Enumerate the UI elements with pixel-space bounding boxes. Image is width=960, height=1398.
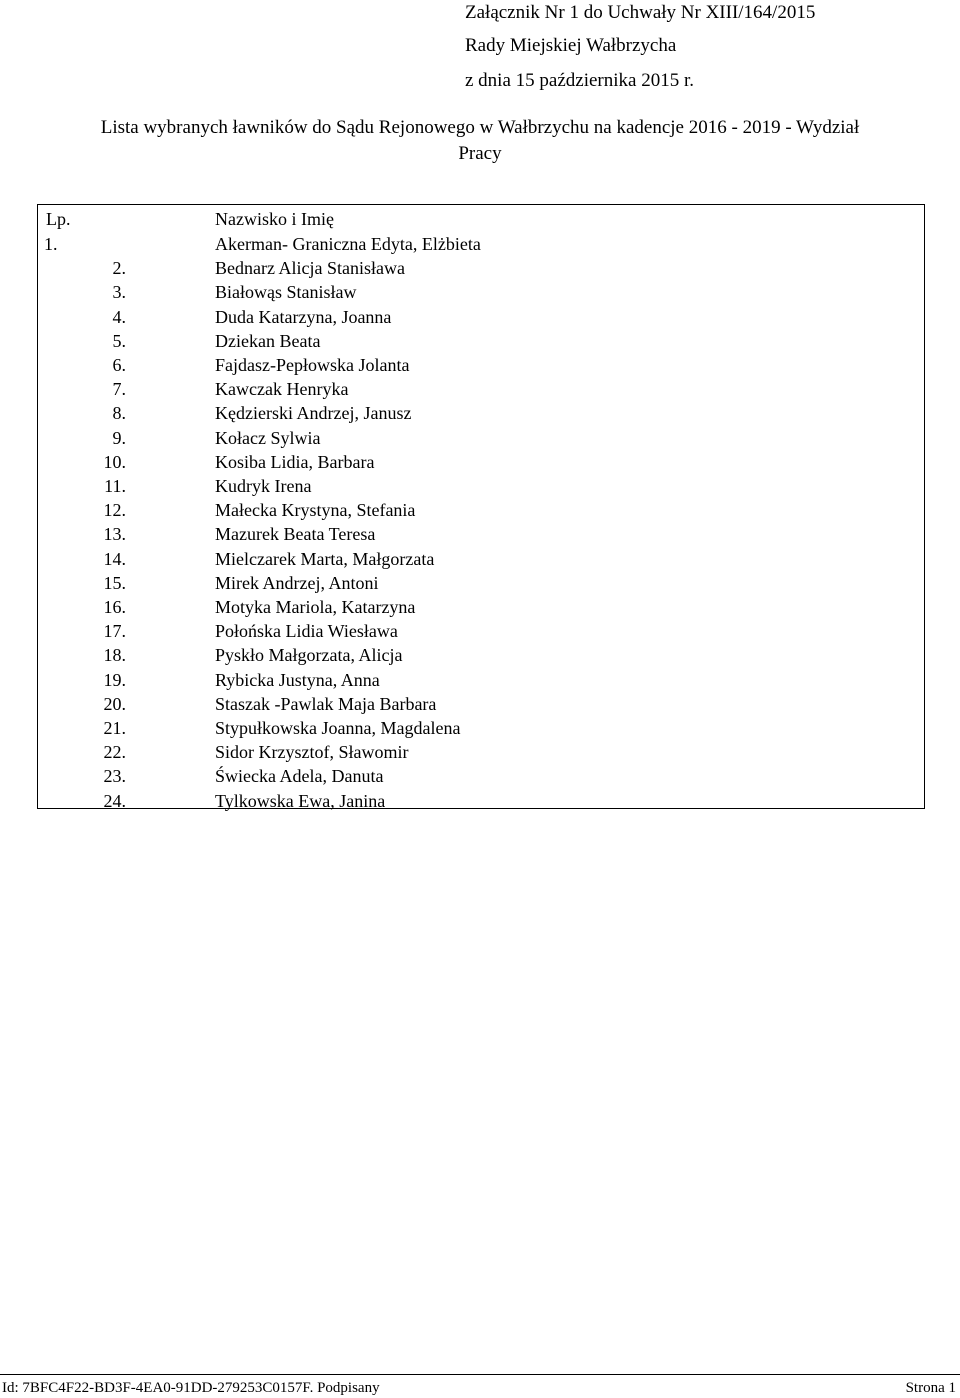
table-row bbox=[38, 354, 924, 378]
row-number: 20. bbox=[103, 693, 126, 714]
row-number: 6. bbox=[112, 355, 126, 375]
row-number: 16. bbox=[103, 597, 126, 617]
row-name: Mielczarek Marta, Małgorzata bbox=[215, 548, 435, 569]
table-row bbox=[38, 717, 924, 741]
row-number: 11. bbox=[104, 476, 126, 496]
table-row bbox=[38, 790, 924, 814]
row-number: 8. bbox=[112, 403, 126, 424]
row-name: Kosiba Lidia, Barbara bbox=[215, 451, 375, 472]
table-row bbox=[38, 693, 924, 717]
row-name: Sidor Krzysztof, Sławomir bbox=[215, 742, 409, 763]
row-name: Motyka Mariola, Katarzyna bbox=[215, 597, 416, 617]
row-name: Kędzierski Andrzej, Janusz bbox=[215, 403, 412, 424]
page-number: Strona 1 bbox=[905, 1380, 956, 1396]
table-row bbox=[38, 281, 924, 305]
row-number: 10. bbox=[103, 451, 126, 472]
table-row bbox=[38, 306, 924, 330]
row-name: Kawczak Henryka bbox=[215, 379, 349, 400]
attachment-number: Załącznik Nr 1 do Uchwały Nr XIII/164/2015 bbox=[465, 2, 816, 23]
row-number: 1. bbox=[44, 234, 58, 254]
row-name: Mazurek Beata Teresa bbox=[215, 524, 376, 545]
row-name: Staszak -Pawlak Maja Barbara bbox=[215, 693, 437, 714]
row-name: Pyskło Małgorzata, Alicja bbox=[215, 645, 403, 666]
row-name: Świecka Adela, Danuta bbox=[215, 766, 384, 787]
row-name: Bednarz Alicja Stanisława bbox=[215, 258, 405, 279]
row-number: 13. bbox=[103, 524, 126, 545]
table-row bbox=[38, 427, 924, 451]
row-name: Połońska Lidia Wiesława bbox=[215, 621, 398, 642]
row-number: 18. bbox=[103, 645, 126, 666]
table-header bbox=[38, 205, 924, 231]
table-row bbox=[38, 572, 924, 596]
resolution-date: z dnia 15 października 2015 r. bbox=[465, 70, 694, 91]
row-name: Rybicka Justyna, Anna bbox=[215, 669, 380, 690]
jurors-table bbox=[37, 204, 925, 809]
table-row bbox=[38, 233, 924, 257]
table-row bbox=[38, 669, 924, 693]
row-name: Kołacz Sylwia bbox=[215, 427, 321, 448]
row-number: 21. bbox=[103, 718, 126, 738]
table-row bbox=[38, 644, 924, 668]
row-name: Białowąs Stanisław bbox=[215, 282, 357, 303]
row-name: Mirek Andrzej, Antoni bbox=[215, 572, 379, 593]
row-number: 23. bbox=[103, 766, 126, 787]
table-row bbox=[38, 257, 924, 281]
row-number: 15. bbox=[103, 572, 126, 593]
row-name: Duda Katarzyna, Joanna bbox=[215, 306, 392, 327]
footer-divider bbox=[0, 1374, 960, 1375]
table-row bbox=[38, 523, 924, 547]
row-number: 7. bbox=[112, 379, 126, 400]
table-row bbox=[38, 378, 924, 402]
table-row bbox=[38, 475, 924, 499]
row-name: Małecka Krystyna, Stefania bbox=[215, 500, 416, 521]
row-name: Kudryk Irena bbox=[215, 476, 312, 496]
row-name: Fajdasz-Pepłowska Jolanta bbox=[215, 355, 410, 375]
row-number: 19. bbox=[103, 669, 126, 690]
table-row bbox=[38, 548, 924, 572]
row-name: Stypułkowska Joanna, Magdalena bbox=[215, 718, 461, 738]
column-header-lp: Lp. bbox=[46, 209, 71, 229]
row-number: 2. bbox=[112, 258, 126, 279]
row-number: 14. bbox=[103, 548, 126, 569]
row-number: 22. bbox=[103, 742, 126, 763]
table-row bbox=[38, 499, 924, 523]
row-number: 5. bbox=[112, 330, 126, 351]
column-header-name: Nazwisko i Imię bbox=[215, 209, 334, 229]
row-number: 12. bbox=[103, 500, 126, 521]
document-id: Id: 7BFC4F22-BD3F-4EA0-91DD-279253C0157F. Podpisany bbox=[2, 1380, 380, 1396]
document-title-line-1: Lista wybranych ławników do Sądu Rejonowego w Wałbrzychu na kadencje 2016 - 2019 - Wydział bbox=[100, 117, 860, 138]
row-name: Tylkowska Ewa, Janina bbox=[215, 790, 386, 811]
row-number: 17. bbox=[103, 621, 126, 642]
row-number: 3. bbox=[112, 282, 126, 303]
council-name: Rady Miejskiej Wałbrzycha bbox=[465, 35, 677, 56]
table-row bbox=[38, 451, 924, 475]
table-row bbox=[38, 330, 924, 354]
row-name: Akerman- Graniczna Edyta, Elżbieta bbox=[215, 234, 481, 254]
table-row bbox=[38, 765, 924, 789]
table-row bbox=[38, 596, 924, 620]
table-row bbox=[38, 402, 924, 426]
row-name: Dziekan Beata bbox=[215, 330, 321, 351]
document-title-line-2: Pracy bbox=[458, 143, 502, 164]
table-row bbox=[38, 620, 924, 644]
row-number: 4. bbox=[112, 306, 126, 327]
document-title bbox=[30, 115, 930, 167]
table-row bbox=[38, 741, 924, 765]
row-number: 24. bbox=[103, 790, 126, 811]
row-number: 9. bbox=[112, 427, 126, 448]
